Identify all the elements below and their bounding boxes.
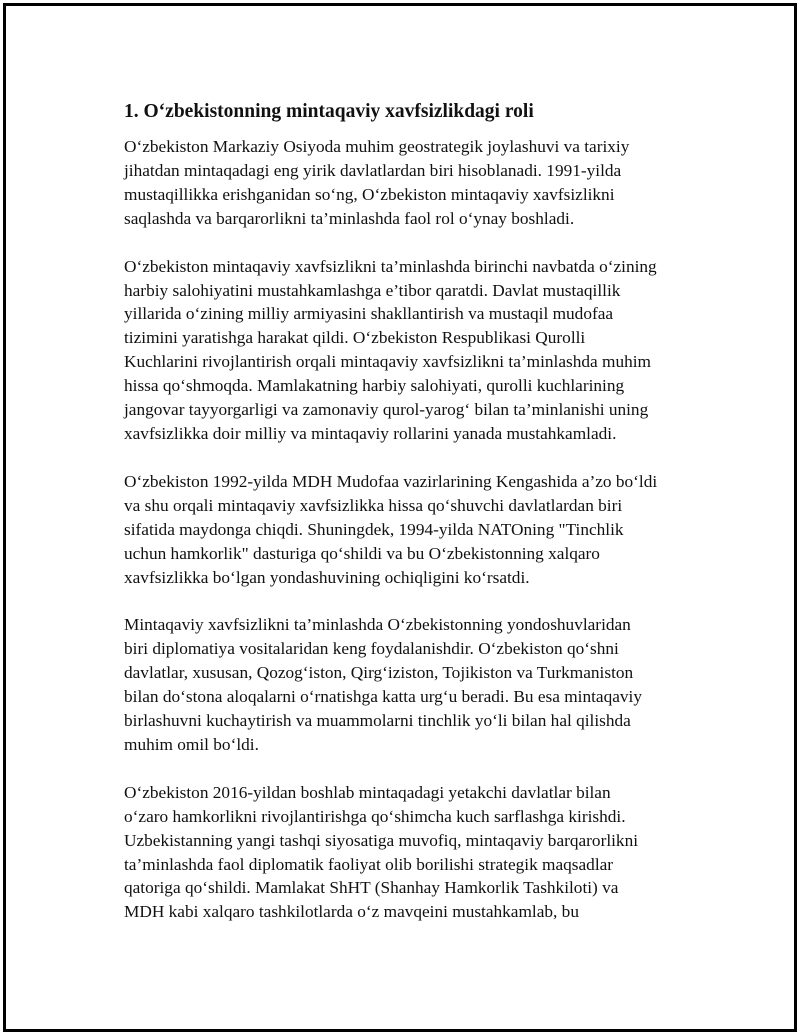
document-body bbox=[124, 98, 714, 948]
section-heading: 1. O‘zbekistonning mintaqaviy xavfsizlikdagi roli bbox=[124, 101, 534, 122]
paragraph-3: O‘zbekiston 1992-yilda MDH Mudofaa vazirlarining Kengashida a’zo bo‘ldi va shu orqali mintaqaviy xavfsizlikka hissa qo‘shuvchi davlatlardan biri sifatida maydonga chiqdi. Shuningdek, 1994-yilda NATOning "Tinchlik uchun hamkorlik" dasturiga qo‘shildi va bu O‘zbekistonning xalqaro xavfsizlikka bo‘lgan yondashuvining ochiqligini ko‘rsatdi. bbox=[124, 471, 658, 587]
paragraph-2: O‘zbekiston mintaqaviy xavfsizlikni ta’minlashda birinchi navbatda o‘zining harbiy salohiyatini mustahkamlashga e’tibor qaratdi. Davlat mustaqillik yillarida o‘zining milliy armiyasini shakllantirish va mustaqil mudofaa tizimini yaratishga harakat qildi. O‘zbekiston Respublikasi Qurolli Kuchlarini rivojlantirish orqali mintaqaviy xavfsizlikni ta’minlashda muhim hissa qo‘shmoqda. Mamlakatning harbiy salohiyati, qurolli kuchlarining jangovar tayyorgarligi va zamonaviy qurol-yarog‘ bilan ta’minlanishi uning xavfsizlikka doir milliy va mintaqaviy rollarini yanada mustahkamladi. bbox=[124, 256, 657, 443]
page-frame bbox=[3, 3, 797, 1032]
paragraph-1: O‘zbekiston Markaziy Osiyoda muhim geostrategik joylashuvi va tarixiy jihatdan mintaqadagi eng yirik davlatlardan biri hisoblanadi. 1991-yilda mustaqillikka erishganidan so‘ng, O‘zbekiston mintaqaviy xavfsizlikni saqlashda va barqarorlikni ta’minlashda faol rol o‘ynay boshladi. bbox=[124, 137, 630, 228]
paragraph-4: Mintaqaviy xavfsizlikni ta’minlashda O‘zbekistonning yondoshuvlaridan biri diplomatiya vositalaridan keng foydalanishdir. O‘zbekiston qo‘shni davlatlar, xususan, Qozog‘iston, Qirg‘iziston, Tojikiston va Turkmaniston bilan do‘stona aloqalarni o‘rnatishga katta urg‘u beradi. Bu esa mintaqaviy birlashuvni kuchaytirish va muammolarni tinchlik yo‘li bilan hal qilishda muhim omil bo‘ldi. bbox=[124, 615, 642, 754]
paragraph-5: O‘zbekiston 2016-yildan boshlab mintaqadagi yetakchi davlatlar bilan o‘zaro hamkorlikni rivojlantirishga qo‘shimcha kuch sarflashga kirishdi. Uzbekistanning yangi tashqi siyosatiga muvofiq, mintaqaviy barqarorlikni ta’minlashda faol diplomatik faoliyat olib borilishi strategik maqsadlar qatoriga qo‘shildi. Mamlakat ShHT (Shanhay Hamkorlik Tashkiloti) va MDH kabi xalqaro tashkilotlarda o‘z mavqeini mustahkamlab, bu bbox=[124, 782, 639, 922]
